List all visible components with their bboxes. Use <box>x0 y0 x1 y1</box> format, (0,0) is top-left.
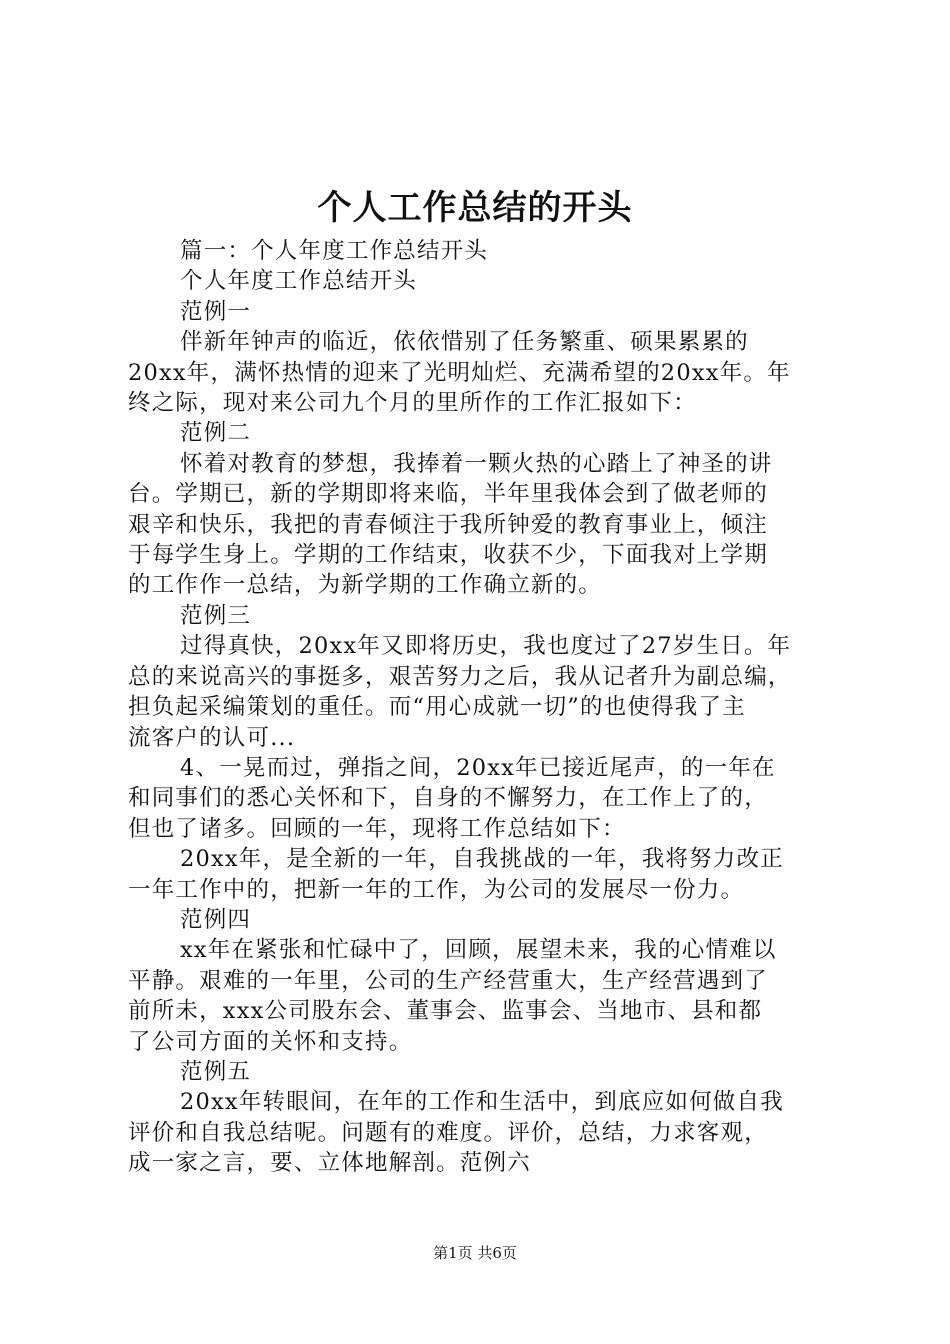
document-body <box>128 236 832 1179</box>
text-line: 怀着对教育的梦想，我捧着一颗火热的心踏上了神圣的讲 <box>180 450 773 477</box>
text-line: xx年在紧张和忙碌中了，回顾，展望未来，我的心情难以 <box>180 937 777 964</box>
text-line: 成一家之言，要、立体地解剖。范例六 <box>128 1150 531 1177</box>
text-line: 平静。艰难的一年里，公司的生产经营重大，生产经营遇到了 <box>128 967 768 994</box>
text-line: 了公司方面的关怀和支持。 <box>128 1028 413 1055</box>
text-line: 20xx年，满怀热情的迎来了光明灿烂、充满希望的20xx年。年 <box>128 359 791 386</box>
text-line: 范例三 <box>180 602 252 629</box>
text-line: 范例二 <box>180 420 252 447</box>
text-line: 范例一 <box>180 298 252 325</box>
text-line: 总的来说高兴的事挺多，艰苦努力之后，我从记者升为副总编， <box>128 663 792 690</box>
text-line: 和同事们的悉心关怀和下，自身的不懈努力，在工作上了的， <box>128 785 768 812</box>
text-line: 终之际，现对来公司九个月的里所作的工作汇报如下： <box>128 390 697 417</box>
text-line: 范例四 <box>180 906 252 933</box>
text-line: 伴新年钟声的临近，依依惜别了任务繁重、硕果累累的 <box>180 329 749 356</box>
text-line: 范例五 <box>180 1058 252 1085</box>
text-line: 篇一：个人年度工作总结开头 <box>180 238 489 264</box>
text-line: 过得真快，20xx年又即将历史，我也度过了27岁生日。年 <box>180 633 792 660</box>
text-line: 但也了诸多。回顾的一年，现将工作总结如下： <box>128 815 626 842</box>
text-line: 个人年度工作总结开头 <box>180 268 418 295</box>
text-line: 20xx年，是全新的一年，自我挑战的一年，我将努力改正 <box>180 846 784 873</box>
text-line: 4、一晃而过，弹指之间，20xx年已接近尾声，的一年在 <box>180 754 776 781</box>
text-line: 评价和自我总结呢。问题有的难度。评价，总结，力求客观， <box>128 1119 768 1146</box>
page-footer: 第1页 共6页 <box>433 1244 517 1262</box>
text-line: 前所未，xxx公司股东会、董事会、监事会、当地市、县和都 <box>128 998 763 1025</box>
text-line: 20xx年转眼间，在年的工作和生活中，到底应如何做自我 <box>180 1089 784 1116</box>
text-line: 一年工作中的，把新一年的工作，为公司的发展尽一份力。 <box>128 876 745 903</box>
text-line: 台。学期已，新的学期即将来临，半年里我体会到了做老师的 <box>128 481 768 508</box>
text-line: 的工作作一总结，为新学期的工作确立新的。 <box>128 572 603 599</box>
text-line: 艰辛和快乐，我把的青春倾注于我所钟爱的教育事业上，倾注 <box>128 511 768 538</box>
text-line: 于每学生身上。学期的工作结束，收获不少，下面我对上学期 <box>128 542 768 569</box>
page-title: 个人工作总结的开头 <box>317 188 633 228</box>
text-line: 担负起采编策划的重任。而“用心成就一切”的也使得我了主 <box>128 694 746 721</box>
text-line: 流客户的认可... <box>128 724 296 751</box>
